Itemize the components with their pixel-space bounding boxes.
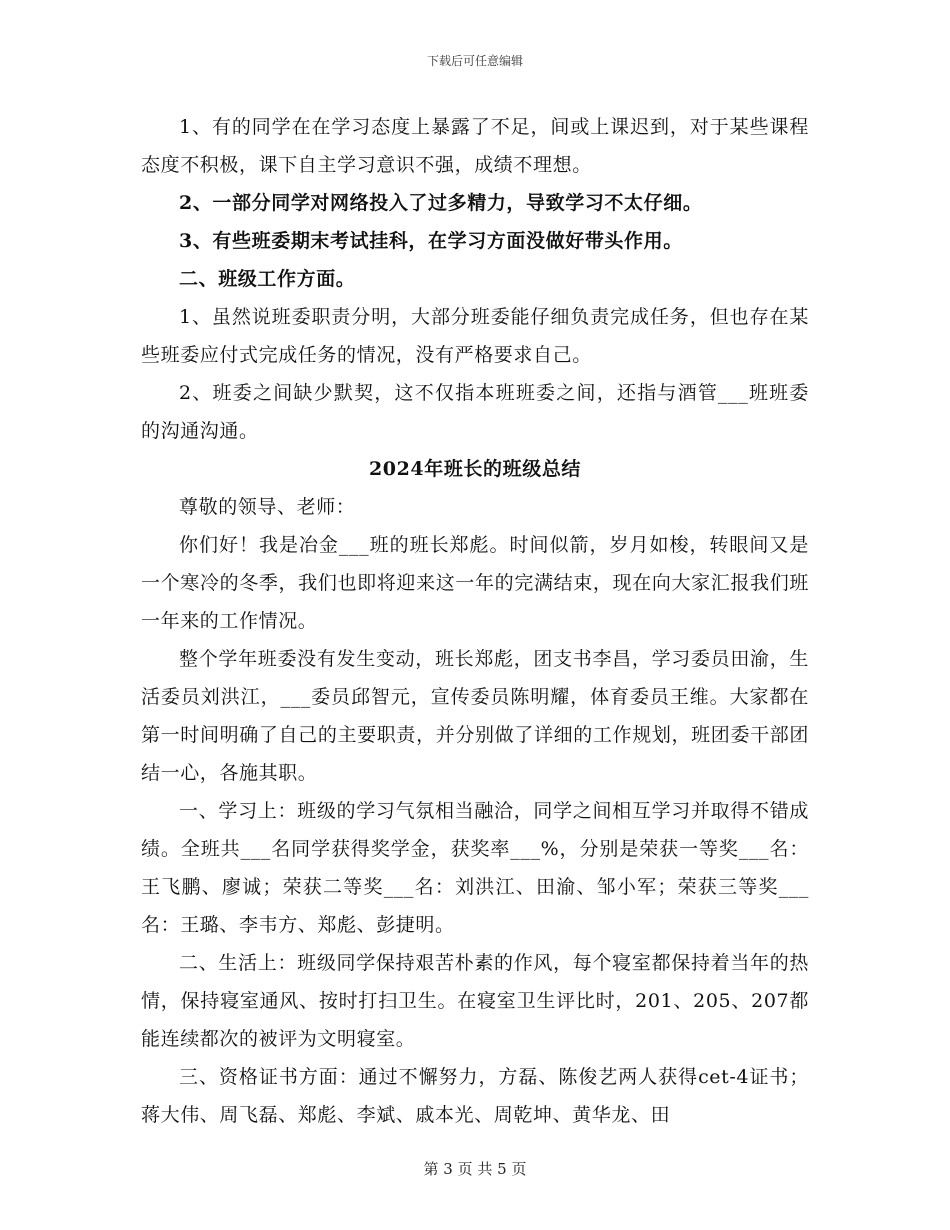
paragraph-greeting: 你们好！我是冶金___班的班长郑彪。时间似箭，岁月如梭，转眼间又是一个寒冷的冬季，我们也即将迎来这一年的完满结束，现在向大家汇报我们班一年来的工作情况。 <box>141 534 809 632</box>
paragraph-2: 2、一部分同学对网络投入了过多精力，导致学习不太仔细。 <box>179 192 703 214</box>
section-heading-class-work: 二、班级工作方面。 <box>179 268 356 290</box>
salutation: 尊敬的领导、老师： <box>179 496 356 518</box>
paragraph-5: 1、虽然说班委职责分明，大部分班委能仔细负责完成任务，但也存在某些班委应付式完成任务的情况，没有严格要求自己。 <box>141 306 809 366</box>
paragraph-committee: 整个学年班委没有发生变动，班长郑彪，团支书李昌，学习委员田渝，生活委员刘洪江，___委员邱智元，宣传委员陈明耀，体育委员王维。大家都在第一时间明确了自己的主要职责，并分别做了详细的工作规划，班团委干部团结一心，各施其职。 <box>141 648 809 784</box>
paragraph-life: 二、生活上：班级同学保持艰苦朴素的作风，每个寝室都保持着当年的热情，保持寝室通风、按时打扫卫生。在寝室卫生评比时，201、205、207都能连续都次的被评为文明寝室。 <box>141 952 809 1050</box>
document-body <box>141 108 809 1134</box>
page-number: 第 3 页 共 5 页 <box>423 1160 527 1178</box>
paragraph-3: 3、有些班委期末考试挂科，在学习方面没做好带头作用。 <box>179 230 683 252</box>
paragraph-6: 2、班委之间缺少默契，这不仅指本班班委之间，还指与酒管___班班委的沟通沟通。 <box>141 382 809 442</box>
page-header-note: 下载后可任意编辑 <box>426 54 523 68</box>
paragraph-1: 1、有的同学在在学习态度上暴露了不足，间或上课迟到，对于某些课程态度不积极，课下自主学习意识不强，成绩不理想。 <box>141 116 809 176</box>
document-title: 2024年班长的班级总结 <box>368 458 582 480</box>
paragraph-certificates: 三、资格证书方面：通过不懈努力，方磊、陈俊艺两人获得cet-4证书；蒋大伟、周飞磊、郑彪、李斌、戚本光、周乾坤、黄华龙、田 <box>141 1066 809 1126</box>
paragraph-study: 一、学习上：班级的学习气氛相当融洽，同学之间相互学习并取得不错成绩。全班共___名同学获得奖学金，获奖率___%，分别是荣获一等奖___名：王飞鹏、廖诚；荣获二等奖___名：刘洪江、田渝、邹小军；荣获三等奖___名：王璐、李韦方、郑彪、彭捷明。 <box>141 800 809 936</box>
